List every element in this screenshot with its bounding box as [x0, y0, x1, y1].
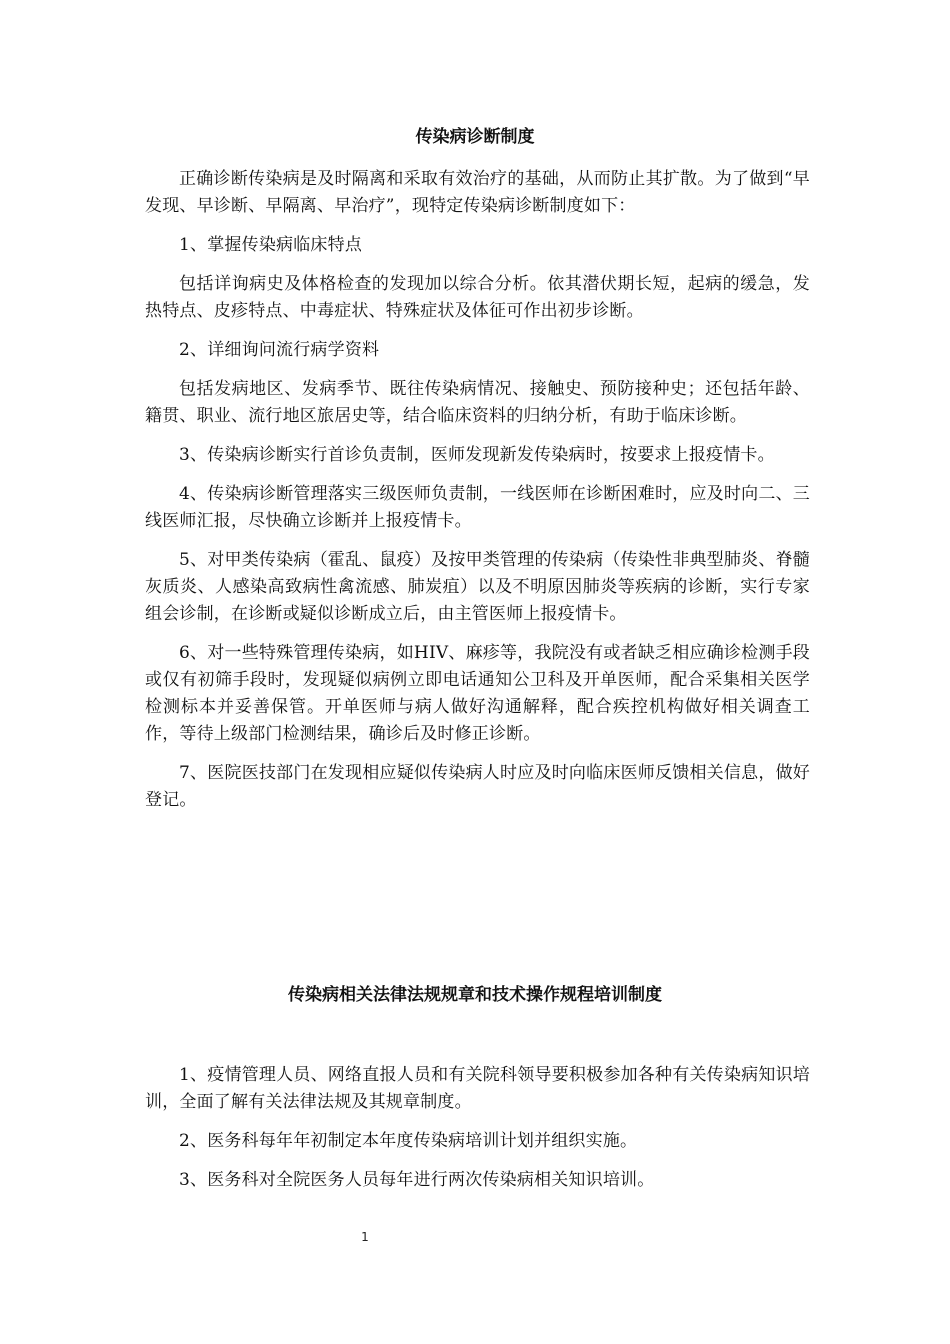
section2-body	[145, 1062, 810, 1206]
section1-paragraph: 7、医院医技部门在发现相应疑似传染病人时应及时向临床医师反馈相关信息，做好登记。	[145, 763, 810, 810]
page-number: 1	[361, 1230, 369, 1244]
section1-paragraph: 4、传染病诊断管理落实三级医师负责制，一线医师在诊断困难时，应及时向二、三线医师汇报，尽快确立诊断并上报疫情卡。	[145, 484, 810, 531]
section1-body	[145, 166, 810, 826]
section2-paragraph: 3、医务科对全院医务人员每年进行两次传染病相关知识培训。	[179, 1170, 655, 1190]
section1-paragraph: 包括详询病史及体格检查的发现加以综合分析。依其潜伏期长短，起病的缓急，发热特点、皮疹特点、中毒症状、特殊症状及体征可作出初步诊断。	[145, 274, 810, 321]
section1-paragraph: 6、对一些特殊管理传染病，如HIV、麻疹等，我院没有或者缺乏相应确诊检测手段或仅有初筛手段时，发现疑似病例立即电话通知公卫科及开单医师，配合采集相关医学检测标本并妥善保管。开单医师与病人做好沟通解释，配合疾控机构做好相关调查工作，等待上级部门检测结果，确诊后及时修正诊断。	[145, 643, 810, 744]
section2-paragraph: 2、医务科每年年初制定本年度传染病培训计划并组织实施。	[179, 1131, 638, 1151]
section1-paragraph: 3、传染病诊断实行首诊负责制，医师发现新发传染病时，按要求上报疫情卡。	[179, 445, 775, 465]
section1-paragraph: 正确诊断传染病是及时隔离和采取有效治疗的基础，从而防止其扩散。为了做到“早发现、早诊断、早隔离、早治疗”，现特定传染病诊断制度如下：	[145, 169, 810, 216]
section1-paragraph: 包括发病地区、发病季节、既往传染病情况、接触史、预防接种史；还包括年龄、籍贯、职业、流行地区旅居史等，结合临床资料的归纳分析，有助于临床诊断。	[145, 379, 810, 426]
section1-paragraph: 2、详细询问流行病学资料	[179, 340, 380, 360]
section1-paragraph: 5、对甲类传染病（霍乱、鼠疫）及按甲类管理的传染病（传染性非典型肺炎、脊髓灰质炎、人感染高致病性禽流感、肺炭疽）以及不明原因肺炎等疾病的诊断，实行专家组会诊制，在诊断或疑似诊断成立后，由主管医师上报疫情卡。	[145, 550, 810, 624]
section1-title: 传染病诊断制度	[415, 127, 535, 147]
section1-paragraph: 1、掌握传染病临床特点	[179, 235, 363, 255]
section2-paragraph: 1、疫情管理人员、网络直报人员和有关院科领导要积极参加各种有关传染病知识培训，全面了解有关法律法规及其规章制度。	[145, 1065, 810, 1112]
section2-title: 传染病相关法律法规规章和技术操作规程培训制度	[288, 985, 662, 1005]
